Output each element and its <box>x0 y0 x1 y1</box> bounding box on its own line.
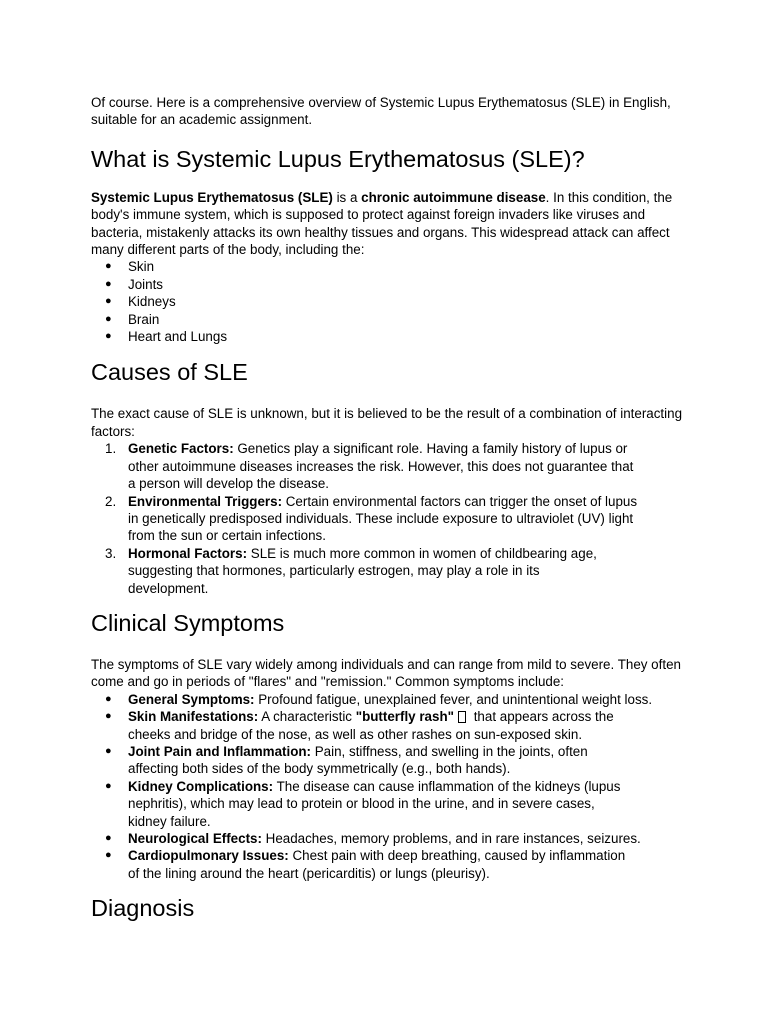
bullet-icon: ● <box>105 692 112 705</box>
missing-glyph-icon <box>458 711 466 723</box>
document-content <box>91 94 689 922</box>
heading-diagnosis: Diagnosis <box>91 895 195 922</box>
list-item: ● Kidneys <box>105 294 176 310</box>
bullet-icon: ● <box>105 295 112 308</box>
bullet-icon: ● <box>105 710 112 723</box>
bullet-icon: ● <box>105 312 112 325</box>
list-item: ● Joints <box>105 276 163 292</box>
list-number: 2. <box>105 493 117 509</box>
list-item-cardio: ● Cardiopulmonary Issues: Chest pain with deep breathing, caused by inflammation of the lining around the heart (pericarditis) or lungs (pleurisy). <box>105 848 626 881</box>
bullet-icon: ● <box>105 330 112 343</box>
bullet-icon: ● <box>105 277 112 290</box>
heading-causes: Causes of SLE <box>91 359 248 386</box>
causes-list <box>91 440 689 597</box>
heading-clinical-symptoms: Clinical Symptoms <box>91 609 285 636</box>
list-item-hormonal: 3. Hormonal Factors: SLE is much more common in women of childbearing age, suggesting that hormones, particularly estrogen, may play a role in its development. <box>105 545 597 596</box>
symptoms-list <box>91 691 689 882</box>
causes-intro: The exact cause of SLE is unknown, but it is believed to be the result of a combination of interacting factors: <box>91 406 683 439</box>
list-item-joint: ● Joint Pain and Inflammation: Pain, stiffness, and swelling in the joints, often affecting both sides of the body symmetrically (e.g., both hands). <box>105 743 588 777</box>
list-item: ● Heart and Lungs <box>105 329 228 345</box>
definition-term: Systemic Lupus Erythematosus (SLE) <box>91 189 333 205</box>
list-item-neuro: ● Neurological Effects: Headaches, memory problems, and in rare instances, seizures. <box>105 831 641 846</box>
affected-parts-list <box>91 258 689 345</box>
list-number: 3. <box>105 545 117 561</box>
bullet-icon: ● <box>105 849 112 862</box>
list-item-environmental: 2. Environmental Triggers: Certain environmental factors can trigger the onset of lupus in genetically predisposed individuals. These include exposure to ultraviolet (UV) light from the sun or certain infections. <box>105 493 638 544</box>
bullet-icon: ● <box>105 744 112 757</box>
intro-paragraph: Of course. Here is a comprehensive overview of Systemic Lupus Erythematosus (SLE) in English, suitable for an academic assignment. <box>91 95 671 128</box>
bullet-icon: ● <box>105 832 112 844</box>
definition-emphasis: chronic autoimmune disease <box>361 189 546 205</box>
heading-what-is-sle: What is Systemic Lupus Erythematosus (SLE)? <box>91 145 585 172</box>
list-item: ● Skin <box>105 259 155 275</box>
list-item-general: ● General Symptoms: Profound fatigue, unexplained fever, and unintentional weight loss. <box>105 691 653 707</box>
list-item: ● Brain <box>105 311 160 327</box>
list-number: 1. <box>105 441 117 457</box>
list-item-genetic: 1. Genetic Factors: Genetics play a significant role. Having a family history of lupus or other autoimmune diseases increases the risk. However, this does not guarantee that a person will develop the disease. <box>105 441 634 492</box>
bullet-icon: ● <box>105 260 112 273</box>
list-item-skin: ● Skin Manifestations: A characteristic "butterfly rash" that appears across the cheeks and bridge of the nose, as well as other rashes on sun-exposed skin. <box>105 709 614 742</box>
list-item-kidney: ● Kidney Complications: The disease can cause inflammation of the kidneys (lupus nephritis), which may lead to protein or blood in the urine, and in severe cases, kidney failure. <box>105 778 621 829</box>
clinical-intro: The symptoms of SLE vary widely among individuals and can range from mild to severe. They often come and go in periods of "flares" and "remission." Common symptoms include: <box>91 656 681 690</box>
definition-paragraph: Systemic Lupus Erythematosus (SLE) is a chronic autoimmune disease. In this condition, the body's immune system, which is supposed to protect against foreign invaders like viruses and bacteria, mistakenly attacks its own healthy tissues and organs. This widespread attack can affect many different parts of the body, including the: <box>91 189 673 258</box>
bullet-icon: ● <box>105 779 112 792</box>
